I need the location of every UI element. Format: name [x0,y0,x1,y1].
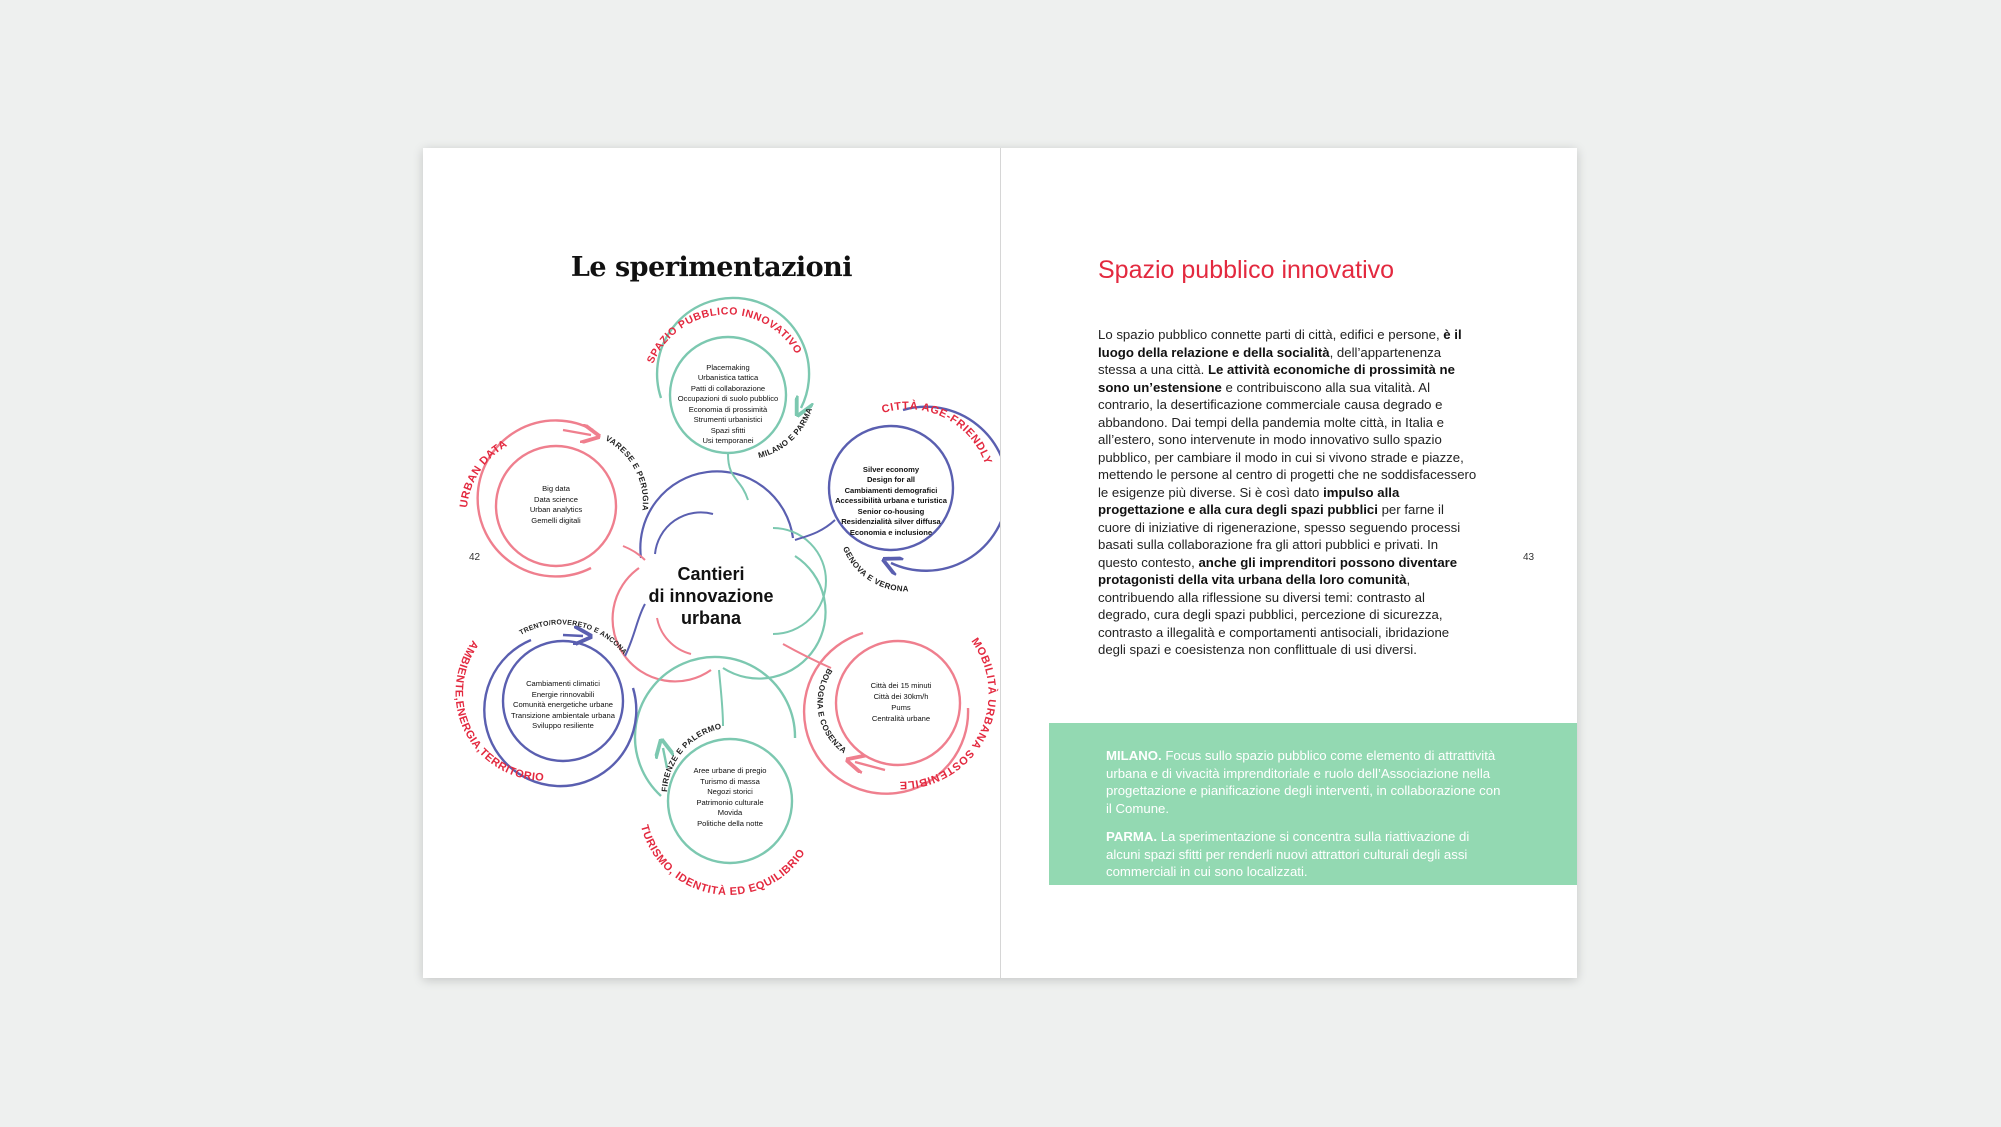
item-urban-2: Urban analytics [529,505,583,514]
callout-milano-label: MILANO. [1106,748,1162,763]
item-spazio-1: Urbanistica tattica [697,373,759,382]
item-spazio-4: Economia di prossimità [688,405,768,414]
center-label-1: Cantieri [677,564,745,584]
body-run-7: anche gli imprenditori possono diventare protagonisti della vita urbana della loro comunità [1098,554,1458,587]
item-ambiente-3: Transizione ambientale urbana [511,711,615,720]
body-run-2: , dell’appartenenza stessa a una città. [1098,344,1442,377]
item-spazio-3: Occupazioni di suolo pubblico [677,394,779,403]
item-urban-3: Gemelli digitali [531,516,581,525]
book-spread [423,148,1577,978]
body-run-8: , contribuendo alla riflessione su diversi temi: contrasto al degrado, cura degli spazi pubblici, percezione di sicurezza, contrasto a illegalità e comportamenti antisociali, ibridazione degli spazi e coesistenza non conflittuale di usi diversi. [1098,572,1450,657]
cluster-title-turismo: TURISMO, IDENTITÀ ED EQUILIBRIO [638,823,808,899]
body-run-1: è il luogo della relazione e della socialità [1098,327,1462,360]
callout-box [1049,723,1577,885]
item-mobilita-3: Centralità urbane [871,714,931,723]
item-urban-1: Data science [534,495,578,504]
cluster-title-urban: URBAN DATA [457,437,510,509]
cluster-title-ambiente: AMBIENTE,ENERGIA,TERRITORIO [452,638,545,784]
body-paragraph [1098,326,1478,659]
item-turismo-2: Negozi storici [707,787,753,796]
item-mobilita-0: Città dei 15 minuti [870,681,932,690]
innovation-diagram [423,148,1000,978]
cluster-cities-ambiente: TRENTO/ROVERETO E ANCONA [518,619,628,657]
callout-parma-label: PARMA. [1106,829,1158,844]
item-mobilita-2: Pums [891,703,911,712]
cluster-urban-data [458,420,650,576]
item-turismo-5: Politiche della notte [697,819,763,828]
body-run-5: impulso alla progettazione e alla cura degli spazi pubblici [1098,484,1400,517]
body-run-4: e contribuiscono alla sua vitalità. Al contrario, la desertificazione commerciale causa degrado e abbandono. Dai tempi della pandemia molte città, in Italia e all’estero, sono intervenute in modo innovativo sullo spazio pubblico, per cambiare il modo in cui si vivono strade e piazze, mettendo le persone al centro di progetti che ne soddisfacessero le esigenze più diverse. Si è così dato [1098,379,1477,500]
item-ambiente-1: Energie rinnovabili [531,690,595,699]
body-run-0: Lo spazio pubblico connette parti di città, edifici e persone, [1098,327,1444,342]
cluster-title-mobilita: MOBILITÀ URBANA SOSTENIBILE [898,635,998,791]
cluster-cities-turismo: FIRENZE E PALERMO [659,721,723,793]
cluster-spazio-pubblico [645,298,814,460]
item-spazio-0: Placemaking [706,363,750,372]
item-age-1: Design for all [866,475,916,484]
cluster-cities-mobilita: BOLOGNA E COSENZA [815,666,849,756]
item-ambiente-4: Sviluppo resiliente [532,721,594,730]
left-page [423,148,1000,978]
item-turismo-3: Patrimonio culturale [696,798,764,807]
item-turismo-1: Turismo di massa [700,777,760,786]
item-age-5: Residenzialità silver diffusa [841,517,941,526]
cluster-cities-spazio: MILANO E PARMA [757,406,815,461]
item-spazio-6: Spazi sfitti [710,426,746,435]
cluster-age-friendly [829,399,1000,593]
cluster-cities-age: GENOVA E VERONA [841,545,909,594]
item-age-0: Silver economy [862,465,920,474]
body-run-6: per farne il cuore di iniziative di rigenerazione, spesso seguendo processi basati sulla collaborazione fra gli attori pubblici e privati. In questo contesto, [1098,502,1461,570]
page-number-left: 42 [469,552,481,563]
item-turismo-0: Aree urbane di pregio [693,766,767,775]
item-ambiente-2: Comunità energetiche urbane [512,700,614,709]
item-spazio-2: Patti di collaborazione [690,384,766,393]
callout-parma-text: La sperimentazione si concentra sulla riattivazione di alcuni spazi sfitti per renderli nuovi attrattori culturali degli assi commerciali in cui sono localizzati. [1106,829,1470,879]
item-urban-0: Big data [542,484,570,493]
item-spazio-5: Strumenti urbanistici [693,415,763,424]
page-title: Le sperimentazioni [570,252,853,283]
callout-milano-text: Focus sullo spazio pubblico come elemento di attrattività urbana e di vivacità imprenditoriale e ruolo dell’Associazione nella progettazione e pianificazione degli interventi, in collaborazione con il Comune. [1106,748,1501,816]
cluster-cities-urban: VARESE E PERUGIA [603,433,650,512]
item-age-6: Economia e inclusione [849,528,933,537]
callout-parma [1106,828,1506,881]
cluster-title-spazio: SPAZIO PUBBLICO INNOVATIVO [644,305,805,366]
cluster-title-age: CITTÀ AGE-FRIENDLY [880,400,995,467]
item-age-2: Cambiamenti demografici [844,486,938,495]
cluster-ambiente [452,619,636,786]
cluster-mobilita [804,633,999,794]
callout-milano [1106,747,1506,817]
item-age-3: Accessibilità urbana e turistica [835,496,947,505]
item-spazio-7: Usi temporanei [702,436,754,445]
center-label-3: urbana [680,608,742,628]
item-turismo-4: Movida [717,808,743,817]
page-number-right: 43 [1523,552,1535,563]
center-label-2: di innovazione [648,586,774,606]
item-ambiente-0: Cambiamenti climatici [526,679,600,688]
item-mobilita-1: Città dei 30km/h [873,692,929,701]
right-page [1001,148,1577,978]
item-age-4: Senior co-housing [857,507,925,516]
body-run-3: Le attività economiche di prossimità ne sono un’estensione [1098,362,1455,395]
section-title: Spazio pubblico innovativo [1098,256,1395,284]
